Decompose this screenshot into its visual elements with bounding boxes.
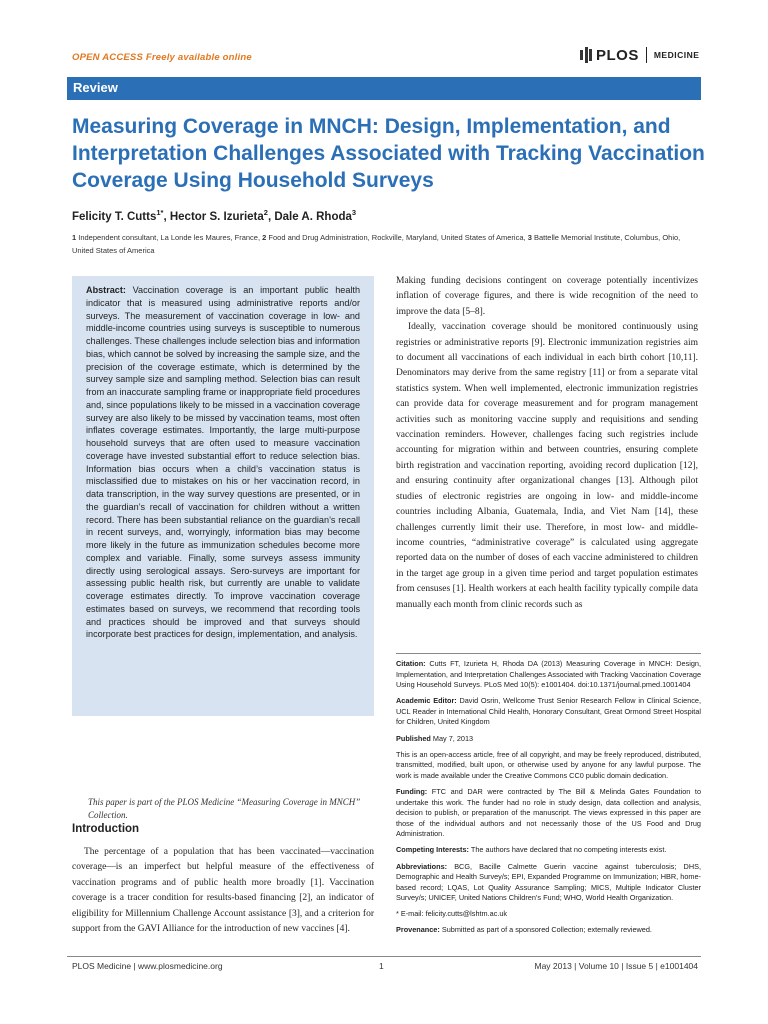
footer-journal-link[interactable]: PLOS Medicine | www.plosmedicine.org xyxy=(72,961,223,971)
open-access-label xyxy=(72,52,252,63)
intro-paragraph: The percentage of a population that has been vaccinated—vaccination coverage—is an imperfect but helpful measure of the effectiveness of vaccination programs and of public health more broadly [1]. Vaccination coverage is a tracer condition for results-based financing [2], an indicator of eligibility for Millennium Challenge Account assistance [3], and a criterion for support from the GAVI Alliance for the introduction of new vaccines [4]. xyxy=(72,847,374,935)
open-access-text: OPEN ACCESS Freely available online xyxy=(72,52,252,63)
academic-editor-block: Academic Editor: David Osrin, Wellcome Trust Senior Research Fellow in Clinical Science, UCL Reader in International Child Health, Honorary Consultant, Great Ormond Street Hospital for Children, United Kingdom xyxy=(396,696,701,727)
abstract-text: Vaccination coverage is an important public health indicator that is measured using administrative reports and/or surveys. The measurement of vaccination coverage in low- and middle-income countries using surveys is susceptible to numerous challenges. These challenges include selection bias and information bias, which cannot be solved by increasing the sample size, and the precision of the coverage estimate, which is determined by the survey sample size and sampling method. Selection bias can result from an inaccurate sampling frame or inappropriate field procedures and, since populations likely to be missed in a vaccination coverage survey are also likely to be missed by vaccination teams, most often inflates coverage estimates. Importantly, the large multi-purpose household surveys that are often used to measure vaccination coverage have invested substantial effort to reduce selection bias. Information bias occurs when a child’s vaccination status is misclassified due to mistakes on his or her vaccination record, in data transcription, in the way survey questions are presented, or in the guardian’s recall of vaccination for children without a written record. There has been substantial reliance on the guardian’s recall in recent surveys, and, worryingly, information bias may become more likely in the future as immunization schedules become more complex and variable. Finally, some surveys assess immunity directly using serological assays. Sero-surveys are important for assessing public health risk, but currently are unable to validate coverage estimates directly. To improve vaccination coverage estimates based on surveys, we recommend that recording tools and practices should be improved and that surveys should incorporate best practices for design, implementation, and analysis. xyxy=(86,285,360,640)
citation-block: Citation: Cutts FT, Izurieta H, Rhoda DA (2013) Measuring Coverage in MNCH: Design, Implementation, and Interpretation Challenges Associated with Tracking Vaccination Coverage Using Household Surveys. PLoS Med 10(5): e1001404. doi:10.1371/journal.pmed.1001404 xyxy=(396,659,701,690)
author-affiliation-mark: 2 xyxy=(263,208,268,217)
article-title: Measuring Coverage in MNCH: Design, Implementation, and Interpretation Challenges Associated with Tracking Vaccination Coverage Using Household Surveys xyxy=(72,115,705,192)
affiliation-number: 3 xyxy=(527,233,532,242)
author-name[interactable]: Felicity T. Cutts xyxy=(72,210,157,223)
plos-medicine-logo xyxy=(580,44,699,66)
affiliations xyxy=(72,231,702,257)
logo-divider xyxy=(646,47,647,63)
affiliation-number: 2 xyxy=(262,233,267,242)
author-affiliation-mark: 1* xyxy=(156,208,164,217)
footer-divider xyxy=(67,956,701,957)
metadata-divider xyxy=(396,653,701,654)
page-number: 1 xyxy=(379,961,384,971)
abstract-paragraph xyxy=(86,284,360,641)
affiliation-text: Food and Drug Administration, Rockville, Maryland, United States of America, xyxy=(266,233,528,242)
published-block: Published May 7, 2013 xyxy=(396,733,474,743)
author-list: Felicity T. Cutts$^{1*}$, Hector S. Izurieta$^2$, Dale A. Rhoda$^3$ xyxy=(72,208,357,223)
body-paragraph: Ideally, vaccination coverage should be monitored continuously using registries or administrative reports [9]. Electronic immunization registries aim to document all vaccinations of each individual in each birth cohort [10,11]. Denominators may derive from the same registry [11] or from a separate vital statistics system. When well implemented, electronic immunization registries can provide data for coverage measurement and for program management activities such as monitoring vaccine supply and requisitions and sending vaccination reminders. However, challenges facing such registries include accounting for migration within and between countries, ensuring complete birth registration and vaccination reporting, avoiding record duplication [12], and ensuring continuity after organizational changes [13]. Although pilot studies of electronic registries are ongoing in low- and middle-income countries including Albania, Guatemala, India, and Viet Nam [14], these challenges currently limit their use. Therefore, in most low- and middle-income countries, “administrative coverage” is calculated using aggregate reported data on the number of doses of each vaccine administered to children in the target age group in a given time period and target population estimates from censuses [1]. Health workers at each health facility typically compile data manually each month from clinic records such as xyxy=(396,322,698,610)
affiliation-text: Battelle Memorial Institute, Columbus, Ohio, United States of America xyxy=(72,233,681,255)
author-name[interactable]: Dale A. Rhoda xyxy=(274,210,352,223)
plos-logo-icon xyxy=(580,47,592,63)
intro-heading: Introduction xyxy=(72,823,140,835)
abstract-box xyxy=(72,276,374,716)
footer-issue-info: May 2013 | Volume 10 | Issue 5 | e1001404 xyxy=(534,961,698,971)
article-metadata xyxy=(396,659,701,942)
affiliation-text: Independent consultant, La Londe les Maures, France, xyxy=(76,233,263,242)
abstract-label: Abstract: xyxy=(86,285,126,295)
body-paragraph: Making funding decisions contingent on coverage potentially incentivizes inflation of coverage figures, and there is wide recognition of the need to improve the data [5–8]. xyxy=(396,276,698,317)
affiliation-number: 1 xyxy=(72,233,77,242)
section-band xyxy=(67,77,701,100)
abbreviations-block: Abbreviations: BCG, Bacille Calmette Guerin vaccine against tuberculosis; DHS, Demographic and Health Survey/s; EPI, Expanded Programme on Immunization; HBR, home-based record; LQAS, Lot Quality Assurance Sampling; MICS, Multiple Indicator Cluster Survey/s; UNICEF, United Nations Children’s Fund; WHO, World Health Organization. xyxy=(396,861,701,903)
journal-name: MEDICINE xyxy=(653,50,700,60)
section-label: Review xyxy=(73,80,118,95)
license-block: This is an open-access article, free of all copyright, and may be freely reproduced, distributed, transmitted, modified, built upon, or otherwise used by anyone for any lawful purpose. The work is made available under the Creative Commons CC0 public domain dedication. xyxy=(396,749,701,780)
email-link[interactable]: * E-mail: felicity.cutts@lshtm.ac.uk xyxy=(396,909,508,919)
author-name[interactable]: Hector S. Izurieta xyxy=(169,210,264,223)
funding-block: Funding: FTC and DAR were contracted by The Bill & Melinda Gates Foundation to undertake this work. The funder had no role in study design, data collection and analysis, decision to publish, or preparation of the manuscript. The views expressed in this paper are those of the individual authors and not necessarily those of the US Food and Drug Administration. xyxy=(396,786,701,839)
page-footer xyxy=(72,961,698,971)
collection-note: This paper is part of the PLOS Medicine “Measuring Coverage in MNCH” Collection. xyxy=(88,797,361,820)
intro-body xyxy=(72,845,374,937)
author-affiliation-mark: 3 xyxy=(351,208,357,217)
journal-brand: PLOS xyxy=(596,46,639,64)
right-column-body xyxy=(396,274,698,613)
provenance-block: Provenance: Submitted as part of a sponsored Collection; externally reviewed. xyxy=(396,925,652,935)
competing-interests-block: Competing Interests: The authors have declared that no competing interests exist. xyxy=(396,845,667,855)
